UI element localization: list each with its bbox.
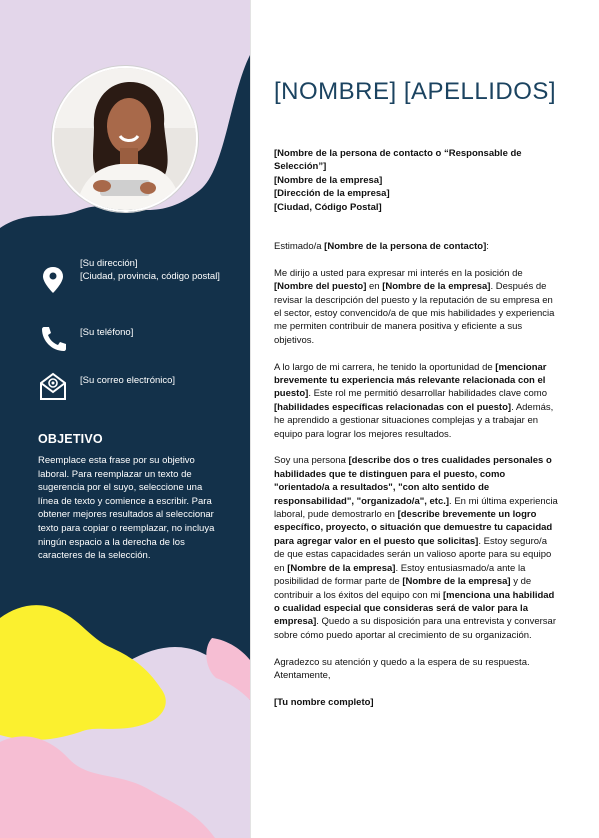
phone-icon [36,323,70,353]
letter-signature: [Tu nombre completo] [274,696,374,708]
letter-greeting: Estimado/a [Nombre de la persona de contacto]: [274,241,489,252]
address-line-1: [Su dirección] [80,258,138,269]
sidebar [0,0,250,838]
objective-text: Reemplace esta frase por su objetivo laboral. Para reemplazar un texto de sugerencia por el suyo, seleccione una línea de texto y comience a escribir. Para obtener mejores resultados al seleccionar texto para copiar o reemplazar, no incluya ningún espacio a la derecha de los caracteres de la selección. [38,455,215,562]
profile-photo [52,66,198,212]
letter-paragraph-3: Soy una persona [describe dos o tres cualidades personales o habilidades que te distinguen para el puesto, como "orientado/a a resultados", "con alto sentido de responsabilidad", "organizado/a", etc.]. En mi última experiencia laboral, pude demostrarlo en [describe brevemente un logro específico, proyecto, o situación que demuestre tu capacidad para agregar valor en el puesto que solicitas]. Estoy seguro/a de que estas capacidades serán un valioso aporte para su equipo en [Nombre de la empresa]. Estoy entusiasmado/a ante la posibilidad de formar parte de [Nombre de la empresa] y de contribuir a los éxitos del equipo con mi [menciona una habilidad o cualidad especial que consideras será de valor para la empresa]. Quedo a su disposición para una entrevista y conversar sobre cómo puedo aportar al crecimiento de su organización. [274,455,558,641]
location-pin-icon [36,265,70,295]
applicant-name: [NOMBRE] [APELLIDOS] [274,78,557,105]
recipient-address: [Dirección de la empresa] [274,188,390,200]
letter-paragraph-1: Me dirijo a usted para expresar mi interés en la posición de [Nombre del puesto] en [Nombre de la empresa]. Después de revisar la descripción del puesto y la reputación de su empresa en el sector, estoy convencido/a de que mis habilidades y experiencia me permiten contribuir de manera positiva y eficiente a sus objetivos. [274,267,555,346]
email-icon [36,371,70,401]
recipient-contact: [Nombre de la persona de contacto o “Responsable de Selección”] [274,148,522,173]
letter-body [274,240,560,723]
letter-paragraph-2: A lo largo de mi carrera, he tenido la oportunidad de [mencionar brevemente tu experiencia más relevante relacionada con el puesto]. Este rol me permitió desarrollar habilidades clave como [habilidades específicas relacionadas con el puesto]. Además, he aprendido a gestionar situaciones complejas y a trabajar en equipo para lograr los mejores resultados. [274,361,554,440]
address-line-2: [Ciudad, provincia, código postal] [80,270,220,282]
letter-closing: Agradezco su atención y quedo a la espera de su respuesta. Atentamente, [274,656,530,681]
column-divider [250,0,251,838]
recipient-block [274,147,544,214]
contact-address [80,258,230,283]
recipient-city: [Ciudad, Código Postal] [274,201,382,213]
contact-email: [Su correo electrónico] [80,375,176,386]
objective-heading: OBJETIVO [38,432,103,446]
contact-phone: [Su teléfono] [80,327,134,338]
recipient-company: [Nombre de la empresa] [274,174,383,186]
